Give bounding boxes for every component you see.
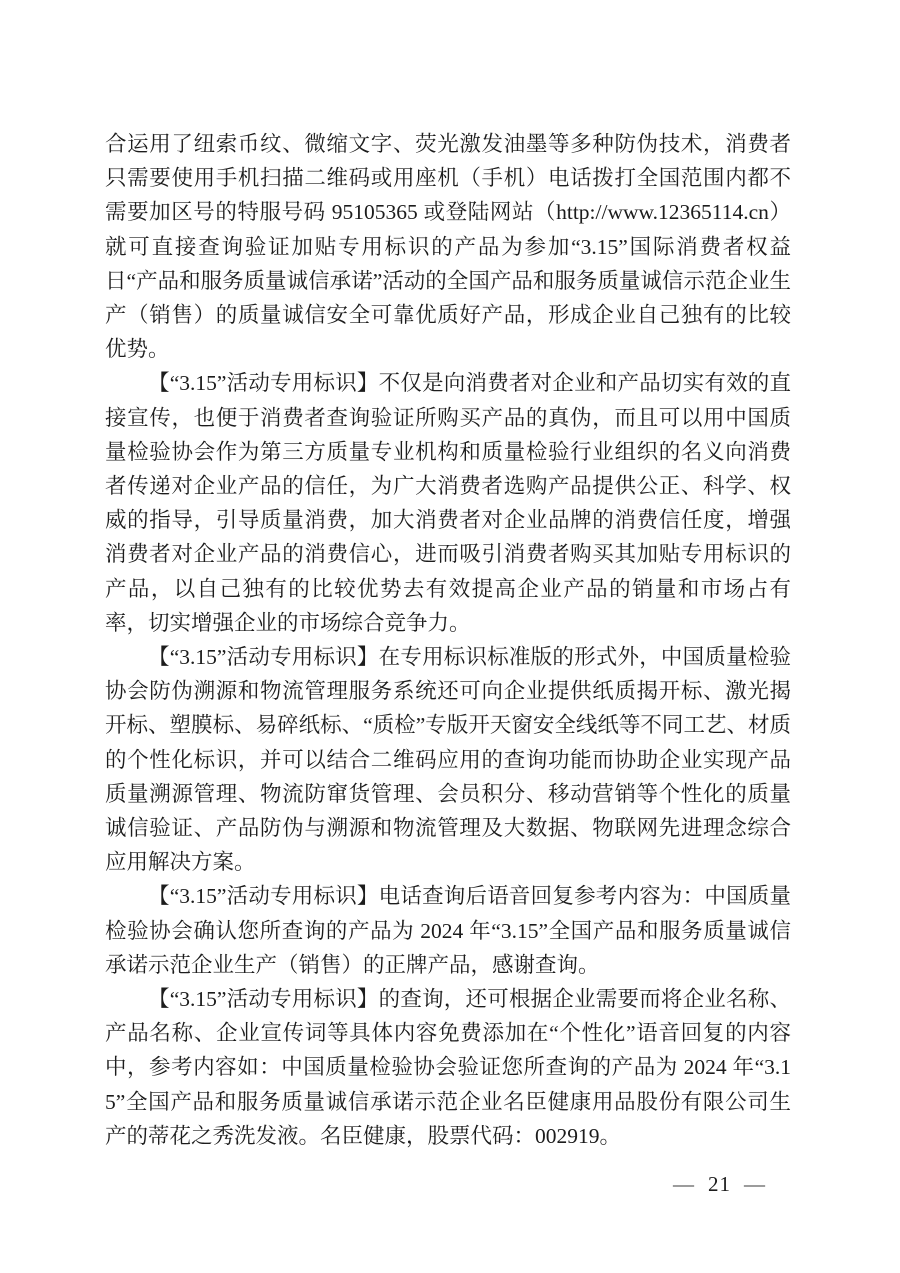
page-footer	[673, 1170, 766, 1198]
paragraph-activity-label-voice-reply: 【“3.15”活动专用标识】电话查询后语音回复参考内容为：中国质量检验协会确认您所查询的产品为 2024 年“3.15”全国产品和服务质量诚信承诺示范企业生产（销售）的正牌产品，感谢查询。	[105, 884, 791, 977]
paragraph-activity-label-promotion: 【“3.15”活动专用标识】不仅是向消费者对企业和产品切实有效的直接宣传，也便于消费者查询验证所购买产品的真伪，而且可以用中国质量检验协会作为第三方质量专业机构和质量检验行业组织的名义向消费者传递对企业产品的信任，为广大消费者选购产品提供公正、科学、权威的指导，引导质量消费，加大消费者对企业品牌的消费信任度，增强消费者对企业产品的消费信心，进而吸引消费者购买其加贴专用标识的产品，以自己独有的比较优势去有效提高企业产品的销量和市场占有率，切实增强企业的市场综合竞争力。	[105, 371, 791, 635]
footer-dash-left: —	[673, 1172, 695, 1196]
footer-dash-right: —	[744, 1172, 766, 1196]
paragraph-activity-label-formats: 【“3.15”活动专用标识】在专用标识标准版的形式外，中国质量检验协会防伪溯源和物流管理服务系统还可向企业提供纸质揭开标、激光揭开标、塑膜标、易碎纸标、“质检”专版开天窗安全线纸等不同工艺、材质的个性化标识，并可以结合二维码应用的查询功能而协助企业实现产品质量溯源管理、物流防窜货管理、会员积分、移动营销等个性化的质量诚信验证、产品防伪与溯源和物流管理及大数据、物联网先进理念综合应用解决方案。	[105, 645, 791, 875]
paragraph-continuation: 合运用了纽索币纹、微缩文字、荧光激发油墨等多种防伪技术，消费者只需要使用手机扫描二维码或用座机（手机）电话拨打全国范围内都不需要加区号的特服号码 95105365 或登陆网站（http://www.12365114.cn）就可直接查询验证加贴专用标识的产品为参加“3.15”国际消费者权益日“产品和服务质量诚信承诺”活动的全国产品和服务质量诚信示范企业生产（销售）的质量诚信安全可靠优质好产品，形成企业自己独有的比较优势。	[105, 132, 791, 362]
page-number: 21	[708, 1172, 731, 1196]
document-body-text	[105, 127, 791, 1153]
paragraph-activity-label-custom-query: 【“3.15”活动专用标识】的查询，还可根据企业需要而将企业名称、产品名称、企业宣传词等具体内容免费添加在“个性化”语音回复的内容中，参考内容如：中国质量检验协会验证您所查询的产品为 2024 年“3.15”全国产品和服务质量诚信承诺示范企业名臣健康用品股份有限公司生产的蒂花之秀洗发液。名臣健康，股票代码：002919。	[105, 987, 791, 1148]
